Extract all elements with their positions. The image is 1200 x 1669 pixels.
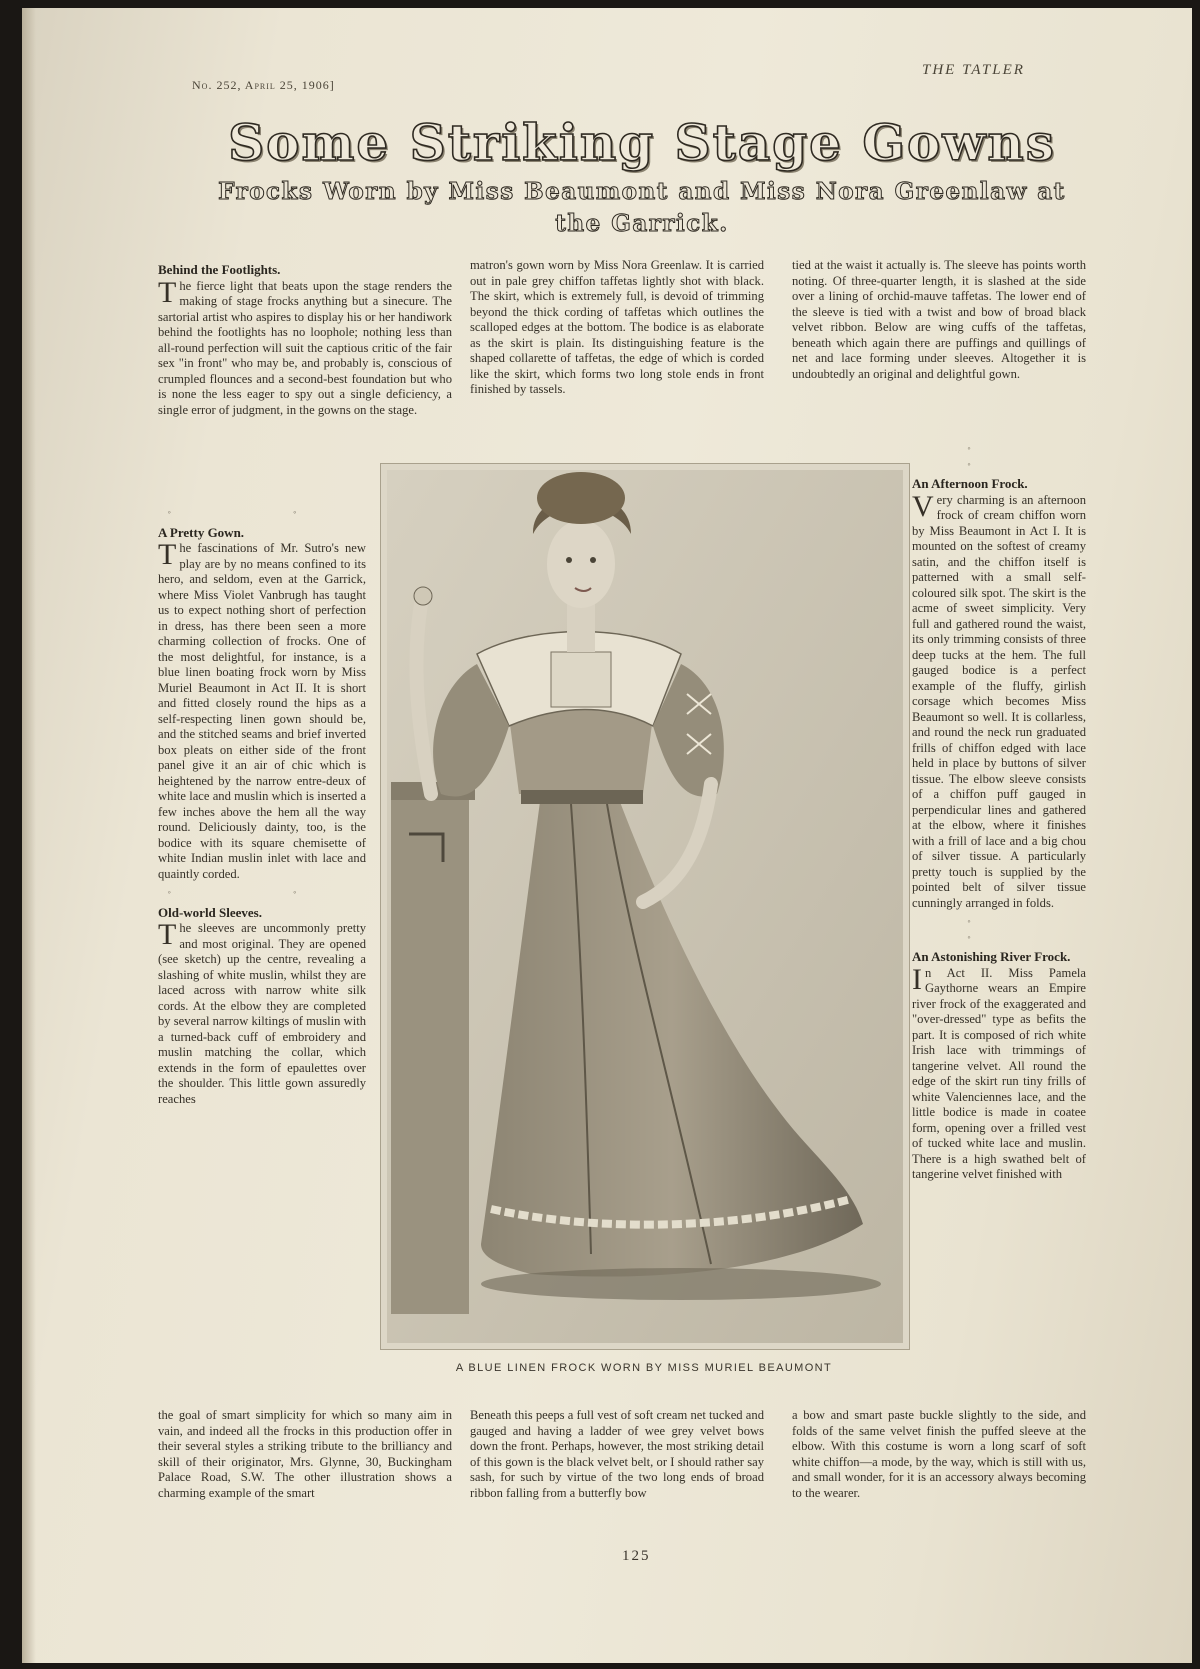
- column-right-bottom: [792, 1408, 1086, 1501]
- paragraph-sleeves: [158, 918, 366, 1107]
- illustration-caption: A BLUE LINEN FROCK WORN BY MISS MURIEL BEAUMONT: [455, 1362, 833, 1374]
- paragraph-pretty-gown: [158, 538, 366, 882]
- column-left-narrow: [158, 502, 366, 1107]
- paragraph-middle-top: matron's gown worn by Miss Nora Greenlaw. It is carried out in pale grey chiffon taffetas lightly shot with black. The skirt, which is extremely full, is devoid of trimming beyond the thick cording of taffetas which outlines the scalloped edges at the bottom. The bodice is as elaborate as the skirt is plain. Its distinguishing feature is the shaped collarette of taffetas, the edge of which is corded like the skirt, which forms two long stole ends in front finished by tassels.: [470, 258, 764, 396]
- paragraph-middle-bottom: Beneath this peeps a full vest of soft cream net tucked and gauged and having a ladder of wee grey velvet bows down the front. Perhaps, however, the most striking detail of this gown is the black velvet belt, or I should rather say sash, for such by virtue of the two long ends of broad ribbon falling from a butterfly bow: [470, 1408, 764, 1500]
- article-subtitle: Frocks Worn by Miss Beaumont and Miss Nora Greenlaw at the Garrick.: [218, 178, 1066, 237]
- dropcap: T: [158, 918, 177, 951]
- gown-figure-drawing: [381, 464, 909, 1349]
- paragraph-text: n Act II. Miss Pamela Gaythorne wears an Empire river frock of the exaggerated and "over-dressed" type as befits the part. It is composed of rich white Irish lace with trimmings of tangerine velvet. All round the edge of the skirt run tiny frills of white Valenciennes lace, and the little bodice is made in coatee form, opening over a frilled vest of tucked white lace and muslin. There is a high swathed belt of tangerine velvet finished with: [912, 965, 1086, 1181]
- page-edge-shadow: [22, 8, 36, 1663]
- paragraph-afternoon: [912, 489, 1086, 912]
- ornament: ◦ ◦: [967, 916, 1031, 942]
- dropcap: T: [158, 538, 177, 571]
- dropcap: I: [912, 962, 922, 996]
- heading-afternoon-frock: An Afternoon Frock.: [912, 476, 1028, 491]
- article-title: Some Striking Stage Gowns: [228, 113, 1056, 172]
- ornament: ◦ ◦: [167, 887, 357, 897]
- paragraph-text: he fierce light that beats upon the stage renders the making of stage frocks anything but a sinecure. The sartorial artist who aspires to display his or her handiwork behind the footlights has no loophole; nothing less than all-round perfection will suit the captious critic of the fair sex "in front" who may be, and probably is, conscious of crumpled flounces and a second-best foundation but who is none the less eager to spy out a single deficiency, a single error of judgment, in the gowns on the stage.: [158, 278, 452, 417]
- heading-river-frock: An Astonishing River Frock.: [912, 949, 1071, 964]
- column-middle-bottom: [470, 1408, 764, 1501]
- paragraph-left-bottom: the goal of smart simplicity for which so many aim in vain, and indeed all the frocks in this production offer in their several styles a striking tribute to the brilliancy and skill of their originator, Mrs. Glynne, 30, Buckingham Palace Road, S.W. The other illustration shows a charming example of the smart: [158, 1408, 452, 1500]
- issue-line: No. 252, April 25, 1906]: [192, 78, 335, 92]
- heading-old-world-sleeves: Old-world Sleeves.: [158, 904, 262, 920]
- paragraph-right-top: tied at the waist it actually is. The sleeve has points worth noting. Of three-quarter length, it is slashed at the side over a lining of orchid-mauve taffetas. The lower end of the sleeve is tied with a twist and bow of broad black velvet ribbon. Below are wing cuffs of the taffetas, beneath which again there are puffings and quillings of net and lace forming under sleeves. Altogether it is undoubtedly an original and delightful gown.: [792, 258, 1086, 381]
- magazine-page: [22, 8, 1192, 1663]
- page-number: 125: [622, 1548, 651, 1564]
- paragraph-text: he sleeves are uncommonly pretty and most original. They are opened (see sketch) up the centre, revealing a slashing of white muslin, whilst they are laced across with narrow white silk cords. At the elbow they are completed by several narrow kiltings of muslin with a turned-back cuff of embroidery and muslin matching the collar, which extends in the form of epaulettes over the shoulder. This little gown assuredly reaches: [158, 921, 366, 1106]
- column-left: [158, 258, 452, 418]
- dropcap: T: [158, 275, 177, 309]
- paragraph-right-bottom: a bow and smart paste buckle slightly to the side, and folds of the same velvet finish the puffed sleeve at the elbow. With this costume is worn a long scarf of soft white chiffon—a mode, by the way, which is still with us, and small wonder, for it is an accessory always becoming to the wearer.: [792, 1408, 1086, 1500]
- ornament: ◦ ◦: [167, 507, 357, 517]
- magazine-name: THE TATLER: [922, 62, 1025, 78]
- paragraph-text: ery charming is an afternoon frock of cream chiffon worn by Miss Beaumont in Act I. It is mounted on the softest of creamy satin, and the chiffon itself is patterned with a small self-coloured silk spot. The skirt is the acme of sweet simplicity. Very full and gathered round the waist, its only trimming consists of three deep tucks at the hem. The full gauged bodice is a perfect example of the fluffy, girlish corsage which becomes Miss Beaumont so well. It is collarless, and round the neck run graduated frills of chiffon edged with lace held in place by buttons of silver tissue. The elbow sleeve consists of a chiffon puff gauged in perpendicular lines and gathered at the elbow, where it finishes with a frill of lace and a big chou of silver tissue. A particularly pretty touch is supplied by the pointed belt of silver tissue cunningly arranged in folds.: [912, 492, 1086, 910]
- heading-footlights: Behind the Footlights.: [158, 262, 281, 277]
- column-right-narrow: [912, 438, 1086, 1183]
- fashion-illustration: [380, 463, 910, 1350]
- paragraph-text: he fascinations of Mr. Sutro's new play are by no means confined to its hero, and seldom, even at the Garrick, where Miss Violet Vanbrugh has taught us to expect nothing short of perfection in dress, has there been seen a more charming collection of frocks. One of the most delightful, for instance, is a blue linen boating frock worn by Miss Muriel Beaumont in Act II. It is short and fitted closely round the hips as a self-respecting linen gown should be, and the stitched seams and brief inverted box pleats on either side of the front panel give it an air of chic which is heightened by the narrow entre-deux of white lace and muslin which is inserted a few inches above the hem all the way round. Deliciously dainty, too, is the bodice with its square chemisette of white Indian muslin inlet with lace and quaintly corded.: [158, 541, 366, 881]
- heading-pretty-gown: A Pretty Gown.: [158, 524, 245, 540]
- paragraph-river: [912, 962, 1086, 1183]
- column-middle: [470, 258, 764, 398]
- paragraph-footlights: [158, 275, 452, 419]
- column-right: [792, 258, 1086, 382]
- ornament: ◦ ◦: [967, 443, 1031, 469]
- column-left-bottom: [158, 1408, 452, 1501]
- dropcap: V: [912, 489, 934, 523]
